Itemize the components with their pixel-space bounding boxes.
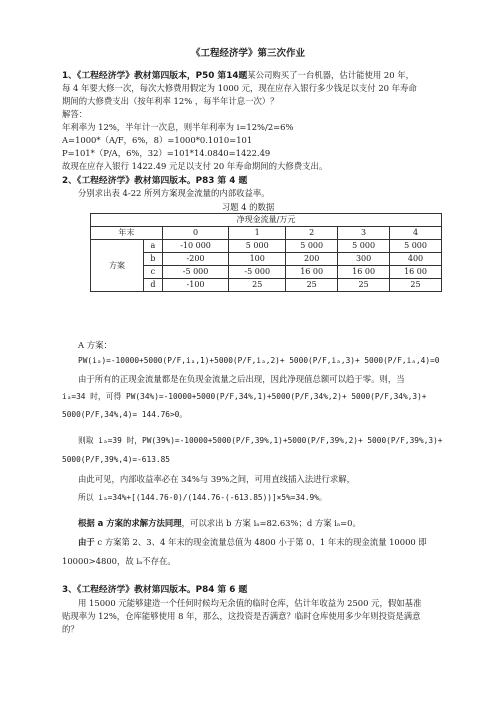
q2-para3: 由此可见，内部收益率必在 34%与 39%之间，可用直线插入法进行求解， [78,474,356,484]
document-title: 《工程经济学》第三次作业 [190,48,305,59]
table-cell: 300 [338,253,390,266]
table-year-cell: 4 [390,227,442,240]
q2-para1-line3: 5000(P/F,34%,4)= 144.76>0。 [62,410,188,419]
q1-stem-line2: 每 4 年要大修一次，每次大修费用假定为 1000 元，现在应存入银行多少钱足以支付 20 年寿命 [62,83,417,93]
table-row [91,279,442,292]
table-cell: -10 000 [162,240,228,253]
table-row [91,240,442,253]
table-cell: 25 [338,279,390,292]
table-row [91,266,442,279]
table-cell: 16 00 [338,266,390,279]
table-row-group-label: 方案 [91,240,144,292]
q2-a-label: A 方案： [78,340,112,350]
table-cell: -5 000 [229,266,286,279]
q3-stem-line1: 用 15000 元能够建造一个任何时候均无余值的临时仓库，估计年收益为 2500 元，假如基准 [78,598,422,608]
table-cell: 5 000 [390,240,442,253]
table-year-label: 年末 [91,227,163,240]
q2-equation-1: PW(iₐ)=-10000+5000(P/F,iₐ,1)+5000(P/F,iₐ,2)+ 5000(P/F,iₐ,3)+ 5000(P/F,iₐ,4)=0 [78,356,440,365]
table-cell: 25 [390,279,442,292]
q2-para6 [78,536,456,549]
q1-solution-line1: 年利率为 12%，半年计一次息，则半年利率为 i=12%/2=6% [62,122,294,132]
q2-para4: 所以 iₐ=34%+[(144.76-0)/(144.76-(-613.85))]×5%=34.9%。 [78,493,327,502]
q2-para5 [78,517,456,530]
q3-stem-line3: 的？ [62,624,79,634]
table-row-label: d [144,279,163,292]
table-cell: -100 [162,279,228,292]
q1-solution-line4: 故现在应存入银行 1422.49 元足以支付 20 年寿命期间的大修费支出。 [62,161,328,171]
table-cell: 200 [286,253,338,266]
q1-solution-line3: P=101*（P/A，6%，32）=101*14.0840=1422.49 [62,148,271,158]
q1-stem-line3: 期间的大修费支出（按年利率 12% ，每半年计息一次）？ [62,96,279,106]
table-year-cell: 2 [286,227,338,240]
table-row-label: c [144,266,163,279]
q1-solution-label: 解答： [62,109,88,119]
table-cell: -200 [162,253,228,266]
table-cell: 25 [229,279,286,292]
table-cell: 5 000 [286,240,338,253]
table-cell: 25 [286,279,338,292]
q2-para5-rest: ，可以求出 b 方案 iₐ=82.63%；d 方案 iₐ=0。 [181,518,361,528]
table-year-cell: 3 [338,227,390,240]
q1-stem-line1: 某公司购买了一台机器，估计能使用 20 年， [247,70,414,80]
table-cell: 16 00 [286,266,338,279]
q2-stem: 分别求出表 4-22 所列方案现金流量的内部收益率。 [78,188,270,198]
table-row [91,253,442,266]
q2-para6-bold: 由于 [78,537,95,547]
table-cell: 100 [229,253,286,266]
q3-stem-line2: 贴现率为 12%，仓库能够使用 8 年，那么，这投资是否满意？临时仓库使用多少年则投资是满意 [62,611,421,621]
q1-heading: 1、《工程经济学》教材第四版本，P50 第14题 [62,71,248,81]
table-cell: -5 000 [162,266,228,279]
q2-para5-bold: 根据 a 方案的求解方法同理 [78,518,182,528]
table-cell: 5 000 [229,240,286,253]
q3-heading: 3、《工程经济学》教材第四版本。P84 第 6 题 [62,585,248,595]
table-row-label: a [144,240,163,253]
table-year-cell: 1 [229,227,286,240]
table-caption: 习题 4 的数据 [221,202,275,212]
table-header-top: 净现金流量/万元 [91,214,442,227]
q2-heading-line [62,174,440,188]
table-year-cell: 0 [162,227,228,240]
q2-heading: 2、《工程经济学》教材第四版本。P83 第 4 题 [62,176,248,186]
q2-para2-line1: 则取 iₐ=39 时，PW(39%)=-10000+5000(P/F,39%,1)+5000(P/F,39%,2)+ 5000(P/F,39%,3)+ [78,436,443,445]
q2-para1-line2: iₐ=34 时，可得 PW(34%)=-10000+5000(P/F,34%,1)+5000(P/F,34%,2)+ 5000(P/F,34%,3)+ [62,392,427,401]
table-cell: 400 [390,253,442,266]
q2-para6-rest: c 方案第 2、3、4 年末的现金流量总值为 4800 小于第 0、1 年末的现金流量 10000 即 [94,537,427,547]
q2-para2-line2: 5000(P/F,39%,4)=-613.85 [62,455,170,464]
table-cell: 16 00 [390,266,442,279]
cash-flow-table [90,213,442,292]
table-cell: 5 000 [338,240,390,253]
table-row-label: b [144,253,163,266]
q3-heading-line [62,583,440,597]
q2-para1-line1: 由于所有的正现金流量都是在负现金流量之后出现，因此净现值总额可以趋于零。则，当 [78,374,405,384]
q1-paragraph [62,69,440,83]
q2-para6-line2: 10000>4800，故 iₐ不存在。 [62,556,176,566]
q1-solution-line2: A=1000*（A/F，6%，8）=1000*0.1010=101 [62,135,253,145]
